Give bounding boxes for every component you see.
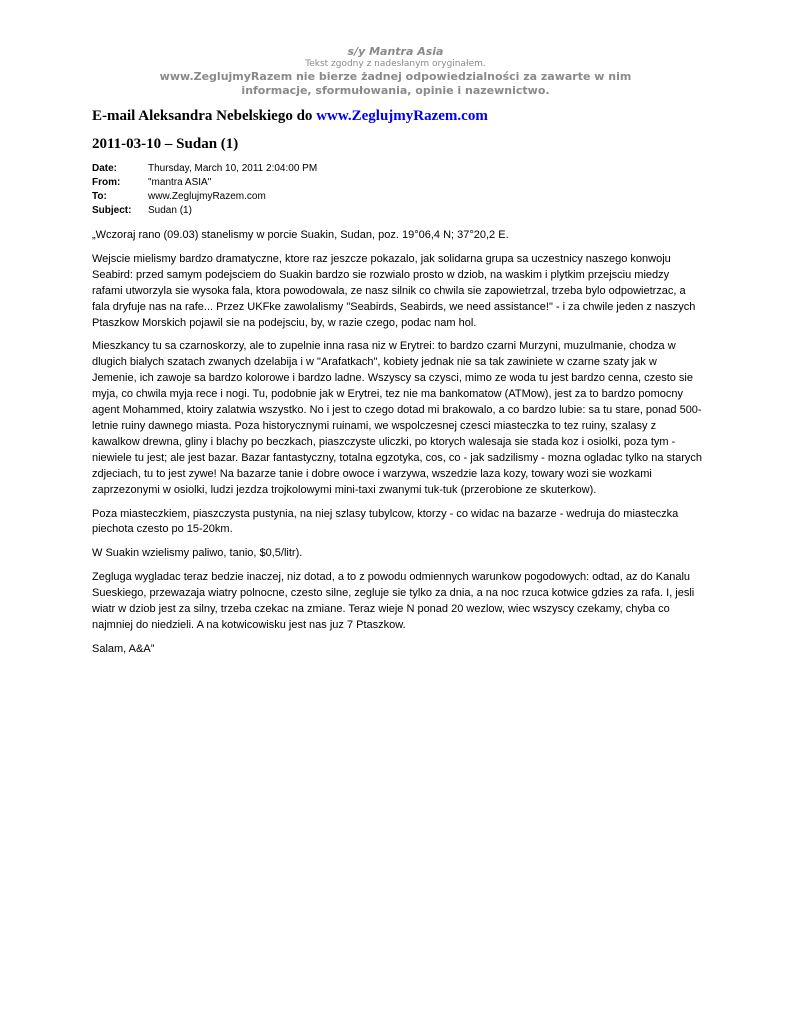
header-label: To: [92,191,107,202]
site-link[interactable]: www.ZeglujmyRazem.com [316,108,488,124]
body-paragraph: Salam, A&A” [92,642,155,655]
masthead-title: s/y Mantra Asia [347,45,444,58]
header-value: Sudan (1) [148,205,192,216]
page-subtitle: 2011-03-10 – Sudan (1) [92,136,239,152]
body-paragraph: Mieszkancy tu sa czarnoskorzy, ale to zupelnie inna rasa niz w Erytrei: to bardzo czarni Murzyni, muzulmanie, chodza w dlugich bialych szatach zwanych dzelabija i w "Arafatkach", kobiety jednak nie sa tak zawiniete w czarne szaty jak w Jemenie, ich zawoje sa bardzo kolorowe i bardzo ladne. Wszyscy sa czysci, mimo ze woda tu jest bardzo cenna, czesto sie myja, co chwila myja rece i nogi. Tu, podobnie jak w Erytrei, tez nie ma bankomatow (ATMow), jest za to bardzo pomocny agent Mohammed, ktoiry zalatwia wszystko. No i jest to czego dotad mi brakowalo, a co bardzo lubie: sa tu stare, ponad 500-letnie ruiny dawnego miasta. Poza historycznymi ruinami, we wspolczesnej czesci miasteczka to tez ruiny, szalasy z kawalkow drewna, gliny i blachy po beczkach, piaszczyste uliczki, po ktorych walesaja sie stada koz i osiolki, poza tym - niewiele tu jest; ale jest bazar. Bazar fantastyczny, totalna egzotyka, cos, co - jak sadzilismy - mozna ogladac tylko na starych zdjeciach, tu to jest zywe! Na bazarze tanie i dobre owoce i warzywa, wszedzie laza kozy, towary wozi sie wozkami zaprzezonymi w osiolki, ludzi jezdza trojkolowymi mini-taxi zwanymi tuk-tuk (przerobione ze skuterkow). [92,340,702,496]
email-header-subject [92,204,702,218]
body-paragraph: „Wczoraj rano (09.03) stanelismy w porcie Suakin, Sudan, poz. 19°06,4 N; 37°20,2 E. [92,229,509,241]
document-content [92,106,702,666]
masthead-subtitle: Tekst zgodny z nadesłanym oryginałem. [305,59,486,69]
email-header-from [92,176,702,190]
body-paragraph: W Suakin wzielismy paliwo, tanio, $0,5/litr). [92,547,303,560]
header-value: Thursday, March 10, 2011 2:04:00 PM [148,163,318,174]
email-headers [92,162,702,218]
header-label: Subject: [92,205,132,216]
header-value: www.ZeglujmyRazem.com [148,191,266,202]
page-title [92,106,702,126]
body-paragraph: Wejscie mielismy bardzo dramatyczne, ktore raz jeszcze pokazalo, jak solidarna grupa sa uczestnicy naszego konwoju Seabird: przed samym podejsciem do Suakin bardzo sie rozwialo prosto w dziob, na waskim i plytkim przejsciu miedzy rafami utworzyla sie wysoka fala, ktora powodowala, ze nasz silnik co chwila sie zapowietrzal, trzeba bylo odpowietrzac, a fala dryfuje nas na rafe... Przez UKFke zawolalismy "Seabirds, Seabirds, we need assistance!" - i za chwile jeden z naszych Ptaszkow Morskich pojawil sie na podejsciu, by, w razie czego, podac nam hol. [92,252,696,329]
body-paragraph: Zegluga wygladac teraz bedzie inaczej, niz dotad, a to z powodu odmiennych warunkow pogodowych: odtad, az do Kanalu Sueskiego, przewazaja wiatry polnocne, czesto silne, zegluje sie tylko za dnia, a na noc rzuca kotwice gdzies za rafa. I, jesli wiatr w dziob jest za silny, trzeba czekac na zmiane. Teraz wieje N ponad 20 wezlow, wiec wszyscy czekamy, chyba co najmniej do niedzieli. A na kotwicowisku jest nas juz 7 Ptaszkow. [92,571,695,631]
header-label: Date: [92,163,118,174]
email-body [92,228,702,658]
email-header-date [92,162,702,176]
masthead [0,45,791,98]
header-value: "mantra ASIA" [148,177,212,188]
masthead-disclaimer: www.ZeglujmyRazem nie bierze żadnej odpowiedzialności za zawarte w nim informacje, sformułowania, opinie i nazewnictwo. [159,70,632,97]
body-paragraph: Poza miasteczkiem, piaszczysta pustynia, na niej szlasy tubylcow, ktorzy - co widac na bazarze - wedruja do miasteczka piechota czesto po 15-20km. [92,507,679,536]
email-header-to [92,190,702,204]
title-prefix: E-mail Aleksandra Nebelskiego do [92,108,317,124]
header-label: From: [92,177,121,188]
